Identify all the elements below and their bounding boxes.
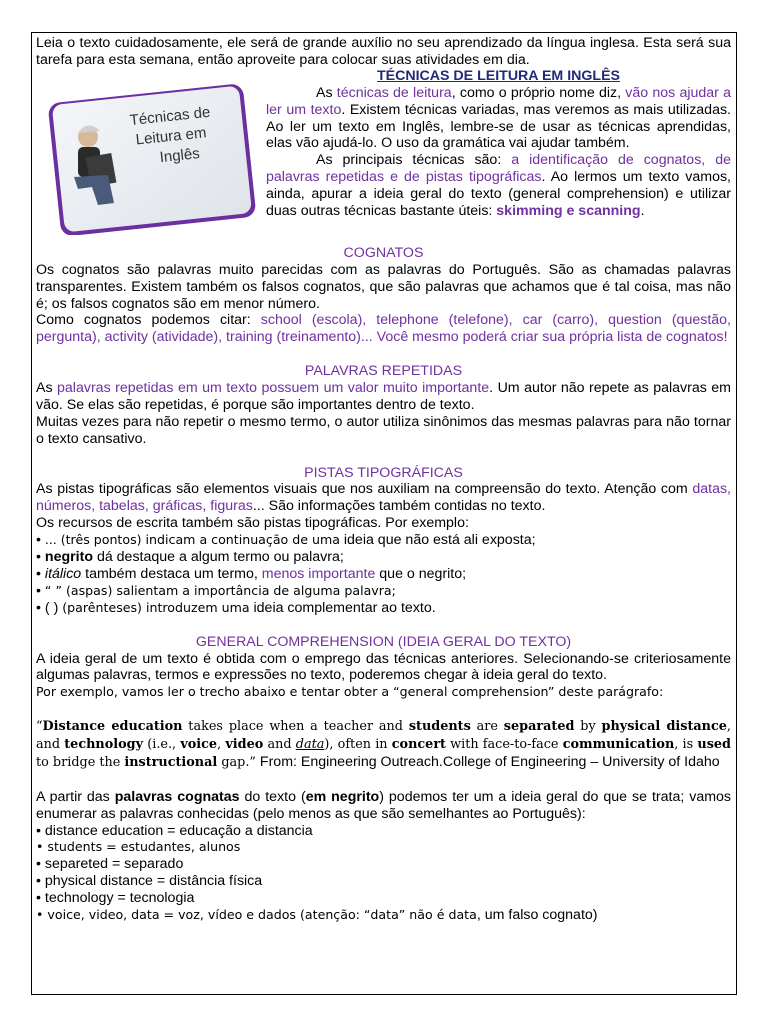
cognatas-list-item: • physical distance = distância física	[36, 873, 263, 890]
document-body	[36, 35, 731, 924]
techniques-paragraph-1: As técnicas de leitura, como o próprio nome diz, vão nos ajudar a ler um texto. Existem técnicas variadas, mas veremos as mais utilizadas. Ao ler um texto em Inglês, lembre-se de usar as técnicas aprendidas, elas vão ajudá-lo. O uso da gramática vai ajudar também.	[266, 84, 732, 152]
pistas-bullet-5: • ( ) (parênteses) introduzem uma ideia complementar ao texto.	[36, 599, 436, 616]
general-paragraph-1: A ideia geral de um texto é obtida com o emprego das técnicas anteriores. Selecionando-se criteriosamente algumas palavras, termos e expressões no texto, poderemos chegar à ideia geral do texto.	[36, 650, 731, 684]
book-cover-image	[48, 75, 258, 235]
intro-text-column	[258, 68, 731, 235]
cover-line-2: Leitura em	[134, 124, 208, 149]
cognatas-paragraph: A partir das palavras cognatas do texto (em negrito) podemos ter um a ideia geral do que se trata; vamos enumerar as palavras conhecidas (pelo menos as que são semelhantes ao Português):	[36, 788, 732, 822]
repetidas-paragraph-1: As palavras repetidas em um texto possuem um valor muito importante. Um autor não repete as palavras em vão. Se elas são repetidas, é porque são importantes dentro de texto.	[36, 380, 731, 413]
general-paragraph-2: Por exemplo, vamos ler o trecho abaixo e tentar obter a “general comprehension” deste parágrafo:	[36, 684, 664, 700]
cover-line-3: Inglês	[158, 144, 201, 166]
heading-palavras-repetidas: PALAVRAS REPETIDAS	[304, 363, 463, 380]
quoted-passage: “Distance education takes place when a teacher and students are separated by physical distance, and technology (i.e., voice, video and data), often in concert with face-to-face communication, is used to bridge the instructional gap.” From: Engineering Outreach.College of Engineering – University of Idaho	[36, 719, 732, 770]
pistas-bullet-2: • negrito dá destaque a algum termo ou palavra;	[36, 549, 344, 566]
cover-line-1: Técnicas de	[128, 103, 212, 129]
cognatos-paragraph-2: Como cognatos podemos citar: school (escola), telephone (telefone), car (carro), question (questão, pergunta), activity (atividade), training (treinamento)... Você mesmo poderá criar sua própria lista de cognatos!	[36, 312, 731, 346]
pistas-bullet-3: • itálico também destaca um termo, menos importante que o negrito;	[36, 566, 467, 582]
pistas-bullet-4: • “ ” (aspas) salientam a importância de alguma palavra;	[36, 582, 396, 599]
pistas-paragraph-1: As pistas tipográficas são elementos visuais que nos auxiliam na compreensão do texto. Atenção com datas, números, tabelas, gráficas, figuras... São informações também contidas no texto.	[36, 481, 731, 515]
cognatas-list-item: • technology = tecnologia	[36, 890, 195, 907]
intro-section	[36, 67, 732, 235]
techniques-paragraph-2: As principais técnicas são: a identificação de cognatos, de palavras repetidas e de pistas tipográficas. Ao lermos um texto vamos, ainda, apurar a ideia geral do texto (general comprehension) e utilizar duas outras técnicas bastante úteis: skimming e scanning.	[266, 152, 731, 220]
pistas-bullet-1: • ... (três pontos) indicam a continuação de uma ideia que não está ali exposta;	[36, 532, 536, 549]
repetidas-paragraph-2: Muitas vezes para não repetir o mesmo termo, o autor utiliza sinônimos das mesmas palavras para não tornar o texto cansativo.	[36, 413, 731, 447]
cognatas-list-item: • distance education = educação a distancia	[36, 822, 313, 839]
cognatas-list-item: • separeted = separado	[36, 856, 184, 873]
section-title: TÉCNICAS DE LEITURA EM INGLÊS	[376, 67, 621, 84]
intro-paragraph: Leia o texto cuidadosamente, ele será de grande auxílio no seu aprendizado da língua inglesa. Esta será sua tarefa para esta semana, então aproveite para colocar suas atividades em dia.	[36, 35, 731, 68]
heading-general-comprehension: GENERAL COMPREHENSION (IDEIA GERAL DO TEXTO)	[195, 633, 572, 650]
cognatas-list-item-last: • voice, video, data = voz, vídeo e dados (atenção: “data” não é data, um falso cognato)	[36, 907, 598, 924]
heading-pistas-tipograficas: PISTAS TIPOGRÁFICAS	[304, 464, 463, 481]
cognatas-list-item: • students = estudantes, alunos	[36, 839, 241, 855]
heading-cognatos: COGNATOS	[343, 244, 424, 261]
cognatos-paragraph-1: Os cognatos são palavras muito parecidas com as palavras do Português. São as chamadas palavras transparentes. Existem também os falsos cognatos, que são palavras que achamos que é tal coisa, mas não é; os falsos cognatos são em menor número.	[36, 261, 731, 312]
pistas-paragraph-2: Os recursos de escrita também são pistas tipográficas. Por exemplo:	[36, 515, 469, 532]
